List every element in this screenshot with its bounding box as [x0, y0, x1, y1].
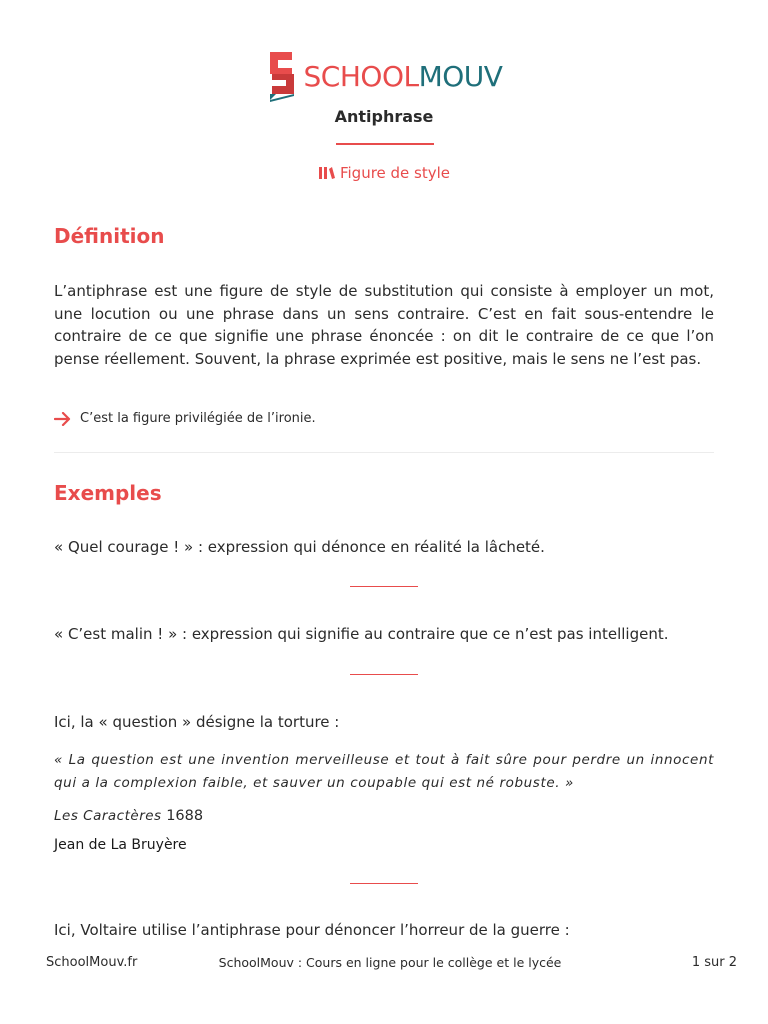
schoolmouv-s-icon — [266, 50, 298, 102]
note-text: C’est la figure privilégiée de l’ironie. — [80, 411, 316, 426]
footer-tagline: SchoolMouv : Cours en ligne pour le collège et le lycée — [218, 955, 562, 970]
example-3-author: Jean de La Bruyère — [54, 837, 187, 853]
arrow-right-icon — [54, 412, 72, 426]
books-icon — [318, 166, 336, 180]
page-header — [0, 50, 768, 106]
title-underline — [336, 143, 434, 145]
category-text: Figure de style — [339, 164, 451, 182]
example-3-intro: Ici, la « question » désigne la torture : — [54, 713, 340, 731]
example-4-intro: Ici, Voltaire utilise l’antiphrase pour dénoncer l’horreur de la guerre : — [54, 921, 570, 939]
page-number: 1 sur 2 — [691, 955, 737, 970]
example-separator — [350, 586, 418, 587]
example-2: « C’est malin ! » : expression qui signifie au contraire que ce n’est pas intelligent. — [54, 625, 669, 643]
definition-note — [54, 411, 316, 426]
example-separator — [350, 674, 418, 675]
examples-heading: Exemples — [54, 481, 162, 505]
page-title: Antiphrase — [334, 107, 434, 126]
logo-wordmark: SCHOOLMOUV — [303, 59, 503, 93]
example-separator — [350, 883, 418, 884]
example-3-source — [54, 808, 203, 824]
book-title: Les Caractères — [54, 808, 162, 824]
section-divider — [54, 452, 714, 453]
example-3-quote: « La question est une invention merveilleuse et tout à fait sûre pour perdre un innocent qui a la complexion faible, et sauver un coupable qui est né robuste. » — [54, 752, 714, 791]
category-label — [0, 164, 768, 182]
book-year: 1688 — [166, 808, 204, 824]
example-1: « Quel courage ! » : expression qui dénonce en réalité la lâcheté. — [54, 538, 545, 556]
footer-site: SchoolMouv.fr — [46, 955, 138, 970]
definition-text: L’antiphrase est une figure de style de substitution qui consiste à employer un mot, une locution ou une phrase dans un sens contraire. C’est en fait sous-entendre le contraire de ce que signifie une phrase énoncée : on dit le contraire de ce que l’on pense réellement. Souvent, la phrase exprimée est positive, mais le sens ne l’est pas. — [54, 282, 714, 368]
definition-heading: Définition — [54, 224, 165, 248]
schoolmouv-logo — [266, 50, 503, 102]
